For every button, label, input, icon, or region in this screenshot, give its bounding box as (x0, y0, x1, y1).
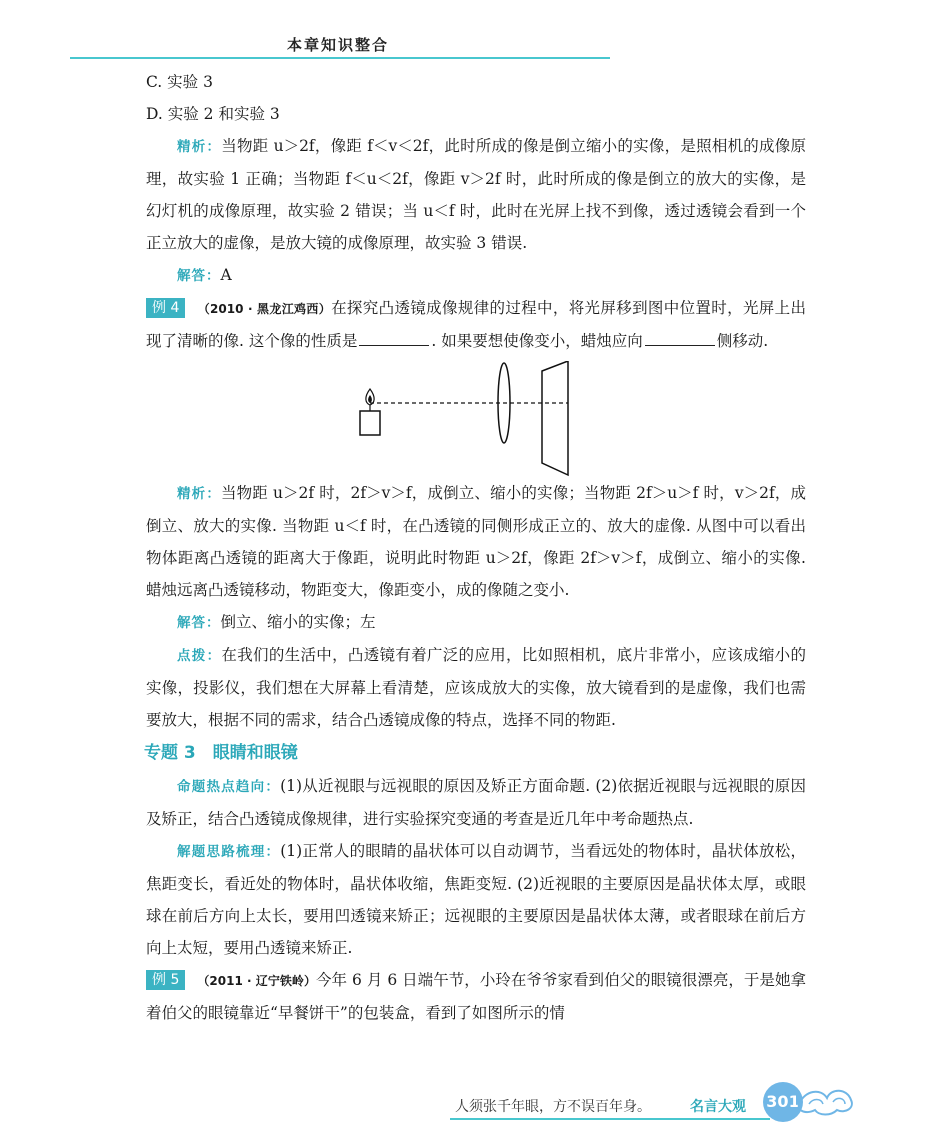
solving-ideas (146, 835, 806, 964)
analysis-text: 当物距 u＞2f，像距 f＜v＜2f，此时所成的像是倒立缩小的实像，是照相机的成像原理，故实验 1 正确；当物距 f＜u＜2f，像距 v＞2f 时，此时所成的像是倒立的放大的实像，是幻灯机的成像原理，故实验 2 错误；当 u＜f 时，此时在光屏上找不到像，透过透镜会看到一个正立放大的虚像，是放大镜的成像原理，故实验 3 错误. (146, 137, 807, 252)
header-rule (70, 57, 610, 59)
answer-tag: 解答： (177, 268, 221, 284)
answer-blank (359, 331, 429, 346)
example-badge: 例 4 (146, 298, 185, 318)
page-content (146, 66, 806, 1029)
hot-topic (146, 770, 806, 835)
answer-blank (645, 331, 715, 346)
page-number: 301 (763, 1082, 803, 1122)
light-screen (542, 361, 568, 475)
comment-text: 在我们的生活中，凸透镜有着广泛的应用，比如照相机，底片非常小，应该成缩小的实像，投影仪，我们想在大屏幕上看清楚，应该成放大的实像，放大镜看到的是虚像，我们也需要放大，根据不同的需求，结合凸透镜成像的特点，选择不同的物距. (146, 646, 806, 729)
example-source: （2010 · 黑龙江鸡西） (197, 302, 332, 316)
comment-tag: 点拨： (177, 648, 222, 664)
header-title: 本章知识整合 (286, 36, 389, 54)
example-text-c: 侧移动. (716, 332, 769, 350)
comment (146, 639, 806, 736)
example-4 (146, 292, 806, 357)
solving-ideas-text: (1)正常人的眼睛的晶状体可以自动调节，当看远处的物体时，晶状体放松，焦距变长，看近处的物体时，晶状体收缩，焦距变短. (2)近视眼的主要原因是晶状体太厚，或眼球在前后方向上太长，要用凹透镜来矫正；远视眼的主要原因是晶状体太薄，或者眼球在前后方向上太短，要用凸透镜来矫正. (146, 842, 806, 957)
answer-2 (146, 606, 806, 639)
footer-brand: 名言大观 (690, 1099, 746, 1115)
cloud-ornament-icon (795, 1080, 857, 1120)
analysis-text: 当物距 u＞2f 时，2f＞v＞f，成倒立、缩小的实像；当物距 2f＞u＞f 时，v＞2f，成倒立、放大的实像. 当物距 u＜f 时，在凸透镜的同侧形成正立的、放大的虚像. 从图中可以看出物体距离凸透镜的距离大于像距，说明此时物距 u＞2f，像距 2f＞v＞f，成倒立、缩小的实像. 蜡烛远离凸透镜移动，物距变大，像距变小，成的像随之变小. (146, 484, 806, 599)
footer-rule (450, 1118, 770, 1120)
option-c: C. 实验 3 (146, 73, 213, 91)
footer-motto: 人须张千年眼，方不误百年身。 (455, 1099, 651, 1115)
section-heading: 专题 3 眼睛和眼镜 (144, 743, 298, 763)
example-text-a: 在探究凸透镜成像规律的过程中，将光屏移到图中位置时，光屏上出现了清晰的像. 这个像的性质是 (146, 299, 806, 350)
analysis-tag: 精析： (177, 486, 221, 502)
answer-text: A (220, 266, 232, 284)
candle-icon (360, 389, 380, 435)
option-d: D. 实验 2 和实验 3 (146, 105, 280, 123)
example-text-b: . 如果要想使像变小，蜡烛应向 (431, 332, 643, 350)
analysis-2 (146, 477, 806, 606)
solving-ideas-tag: 解题思路梳理： (177, 844, 281, 860)
example-source: （2011 · 辽宁铁岭） (197, 974, 316, 988)
answer-text: 倒立、缩小的实像；左 (220, 613, 376, 631)
optics-diagram (146, 357, 806, 477)
answer-1 (146, 259, 806, 292)
hot-topic-tag: 命题热点趋向： (177, 779, 281, 795)
lens-setup-figure (346, 361, 586, 477)
analysis-tag: 精析： (177, 139, 222, 155)
analysis-1 (146, 130, 806, 259)
example-badge: 例 5 (146, 970, 185, 990)
example-text: 今年 6 月 6 日端午节，小玲在爷爷家看到伯父的眼镜很漂亮，于是她拿着伯父的眼镜靠近“早餐饼干”的包装盒，看到了如图所示的情 (146, 971, 806, 1022)
answer-tag: 解答： (177, 615, 221, 631)
example-5 (146, 964, 806, 1029)
hot-topic-text: (1)从近视眼与远视眼的原因及矫正方面命题. (2)依据近视眼与远视眼的原因及矫正，结合凸透镜成像规律，进行实验探究变通的考查是近几年中考命题热点. (146, 777, 806, 828)
